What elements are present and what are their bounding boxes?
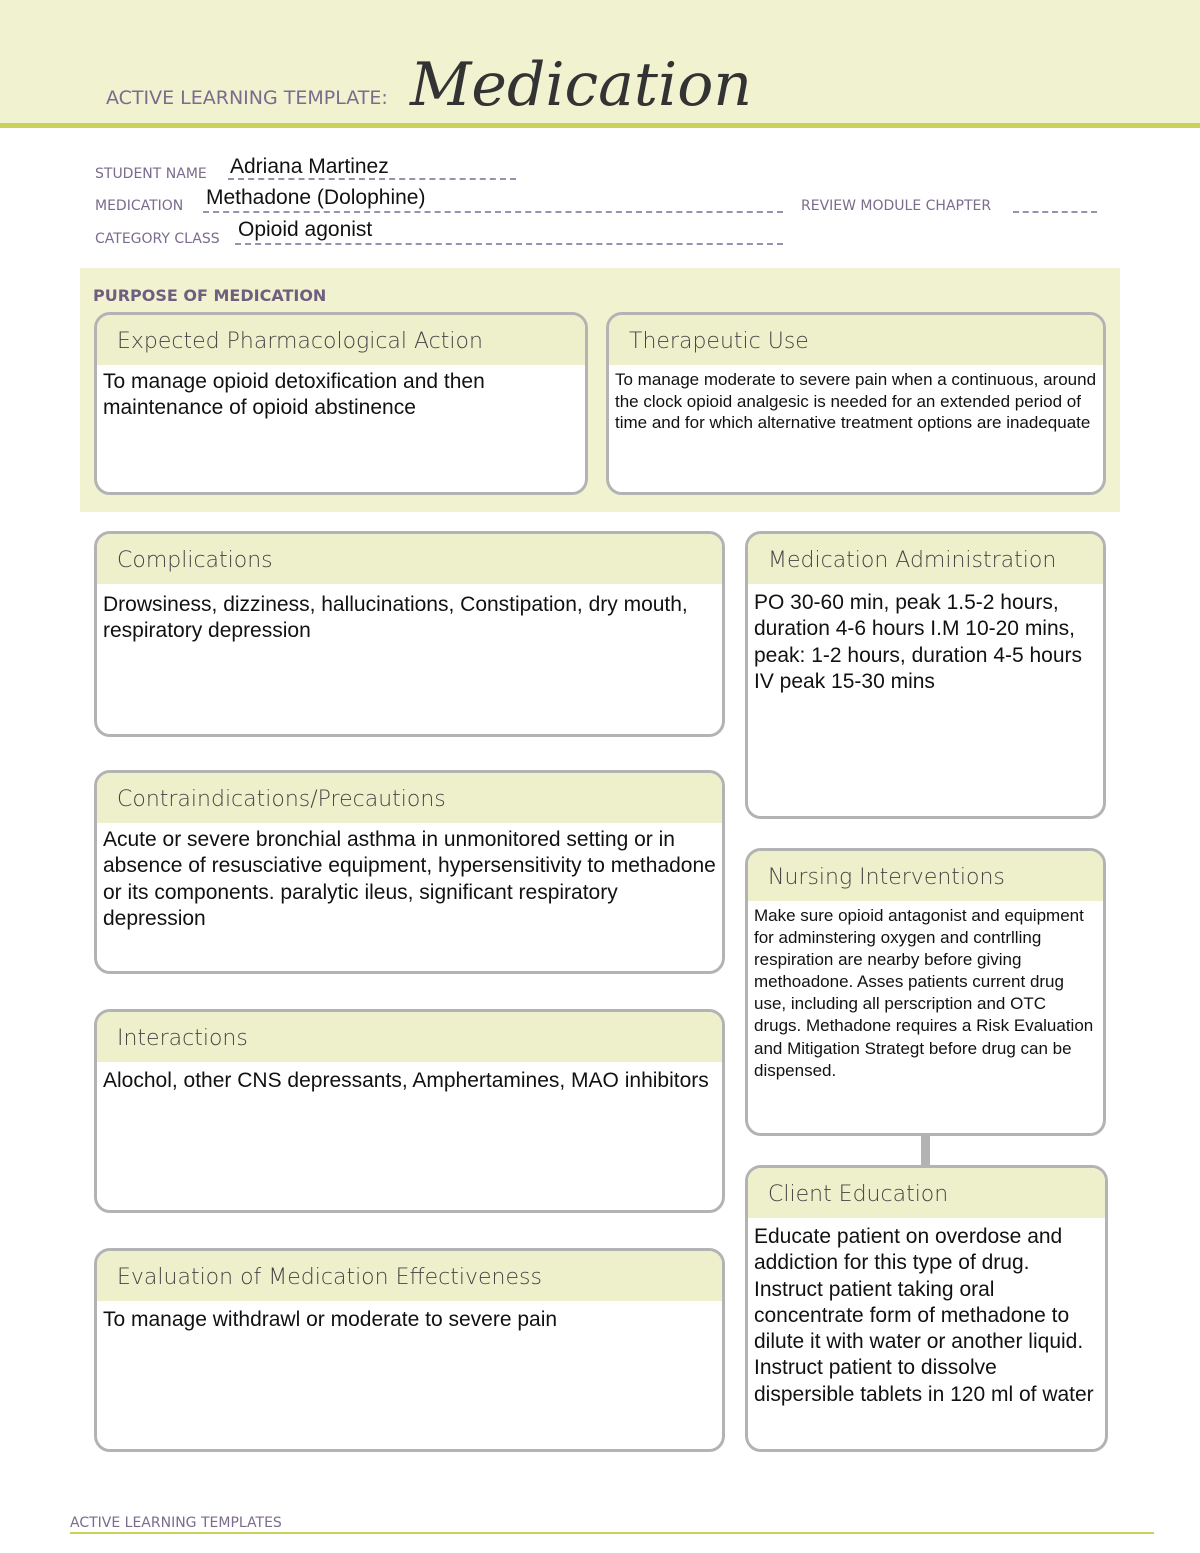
box-text[interactable]: To manage moderate to severe pain when a continuous, around the clock opioid analgesic is needed for an extended period of time and for which alternative treatment options are inadequate bbox=[615, 370, 1097, 433]
student-name-field[interactable]: Adriana Martinez bbox=[230, 155, 389, 178]
review-module-label: REVIEW MODULE CHAPTER bbox=[801, 198, 992, 214]
interactions-box bbox=[94, 1009, 725, 1213]
box-text[interactable]: Make sure opioid antagonist and equipment for adminstering oxygen and contrlling respiration are nearby before giving methoadone. Asses patients current drug use, including all perscription and OTC drugs. Methadone requires a Risk Evaluation and Mitigation Strategt before drug can be dispensed. bbox=[754, 906, 1094, 1080]
medication-label: MEDICATION bbox=[95, 198, 184, 214]
box-heading: Evaluation of Medication Effectiveness bbox=[97, 1251, 722, 1301]
box-text[interactable]: To manage opioid detoxification and then maintenance of opioid abstinence bbox=[103, 370, 485, 420]
box-text[interactable]: To manage withdrawl or moderate to severe pain bbox=[103, 1308, 558, 1331]
box-heading: Nursing Interventions bbox=[748, 851, 1103, 901]
connector bbox=[921, 1133, 930, 1167]
box-text[interactable]: PO 30-60 min, peak 1.5-2 hours, duration 4-6 hours I.M 10-20 mins, peak: 1-2 hours, duration 4-5 hours IV peak 15-30 mins bbox=[754, 591, 1083, 693]
box-heading: Interactions bbox=[97, 1012, 722, 1062]
medication-administration-box bbox=[745, 531, 1106, 819]
page-title: Medication bbox=[410, 50, 752, 120]
purpose-title: PURPOSE OF MEDICATION bbox=[93, 286, 327, 305]
medication-line bbox=[203, 211, 783, 213]
template-label: ACTIVE LEARNING TEMPLATE: bbox=[106, 87, 388, 109]
footer-line bbox=[70, 1532, 1154, 1534]
box-text[interactable]: Drowsiness, dizziness, hallucinations, Constipation, dry mouth, respiratory depression bbox=[103, 593, 688, 643]
footer-text: ACTIVE LEARNING TEMPLATES bbox=[70, 1515, 282, 1531]
box-text[interactable]: Acute or severe bronchial asthma in unmonitored setting or in absence of resusciative equipment, hypersensitivity to methadone or its components. paralytic ileus, significant respiratory depression bbox=[103, 828, 716, 931]
box-text[interactable]: Educate patient on overdose and addiction for this type of drug. Instruct patient taking oral concentrate form of methadone to dilute it with water or another liquid. Instruct patient to dissolve dispersible tablets in 120 ml of water bbox=[754, 1225, 1094, 1406]
client-education-box bbox=[745, 1165, 1108, 1452]
nursing-interventions-box bbox=[745, 848, 1106, 1136]
therapeutic-use-box bbox=[606, 312, 1106, 495]
box-heading: Medication Administration bbox=[748, 534, 1103, 584]
category-class-label: CATEGORY CLASS bbox=[95, 231, 220, 247]
box-heading: Complications bbox=[97, 534, 722, 584]
box-heading: Contraindications/Precautions bbox=[97, 773, 722, 823]
box-heading: Expected Pharmacological Action bbox=[97, 315, 585, 365]
evaluation-box bbox=[94, 1248, 725, 1452]
box-heading: Therapeutic Use bbox=[609, 315, 1103, 365]
category-class-field[interactable]: Opioid agonist bbox=[238, 218, 373, 241]
complications-box bbox=[94, 531, 725, 737]
student-name-label: STUDENT NAME bbox=[95, 166, 207, 182]
review-module-line bbox=[1013, 211, 1097, 213]
box-text[interactable]: Alochol, other CNS depressants, Amphertamines, MAO inhibitors bbox=[103, 1069, 709, 1092]
contraindications-box bbox=[94, 770, 725, 974]
category-class-line bbox=[235, 243, 783, 245]
expected-action-box bbox=[94, 312, 588, 495]
medication-field[interactable]: Methadone (Dolophine) bbox=[206, 186, 426, 209]
box-heading: Client Education bbox=[748, 1168, 1105, 1218]
